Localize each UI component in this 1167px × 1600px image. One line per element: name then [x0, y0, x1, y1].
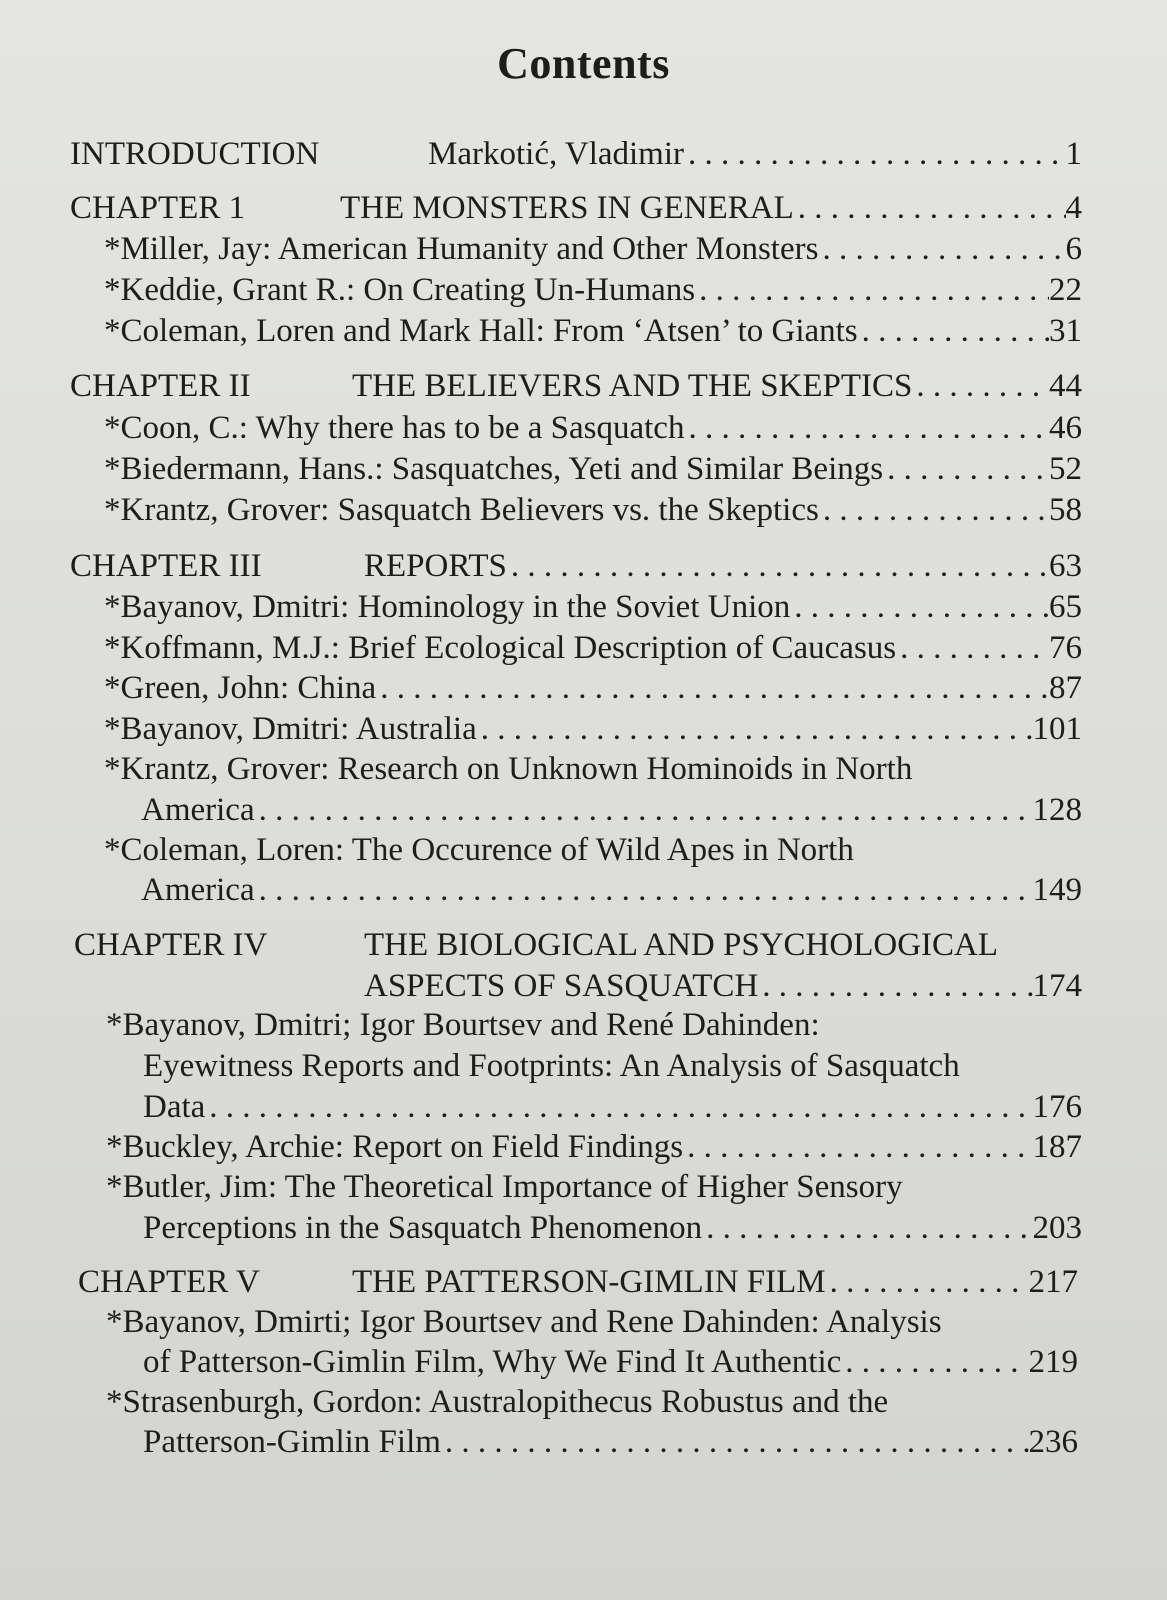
page-number: 63: [1049, 548, 1082, 584]
page-number: 219: [1028, 1344, 1078, 1380]
toc-entry[interactable]: [104, 628, 1082, 670]
entry-text: *Bayanov, Dmitri: Hominology in the Soviet Union: [104, 589, 791, 625]
entry-text: Eyewitness Reports and Footprints: An Analysis of Sasquatch: [143, 1048, 960, 1084]
dot-leader: [819, 490, 1049, 530]
entry-text: Data: [143, 1089, 206, 1125]
toc-entry-continuation[interactable]: [141, 790, 1082, 832]
chapter-title: ASPECTS OF SASQUATCH: [364, 968, 759, 1004]
chapter-title: REPORTS: [364, 548, 507, 584]
toc-entry-continuation[interactable]: [143, 1422, 1078, 1464]
toc-entry-line[interactable]: [106, 1167, 1082, 1209]
toc-chapter-5[interactable]: [78, 1262, 1078, 1304]
page-number: 174: [1032, 968, 1082, 1004]
toc-entry-line[interactable]: [143, 1046, 1082, 1088]
entry-text: *Coleman, Loren and Mark Hall: From ‘Atsen’ to Giants: [104, 313, 858, 349]
toc-entry-continuation[interactable]: [143, 1342, 1078, 1384]
dot-leader: [683, 1127, 1032, 1167]
entry-text: *Buckley, Archie: Report on Field Findings: [106, 1129, 684, 1165]
dot-leader: [896, 628, 1049, 668]
dot-leader: [883, 449, 1049, 489]
toc-entry[interactable]: [104, 449, 1082, 491]
page-number: 203: [1032, 1210, 1082, 1246]
dot-leader: [858, 311, 1049, 351]
page-number: 46: [1049, 410, 1082, 446]
toc-chapter-3[interactable]: [70, 546, 1082, 588]
entry-text: Patterson-Gimlin Film: [143, 1424, 441, 1460]
dot-leader: [912, 366, 1049, 406]
page-number: 187: [1032, 1129, 1082, 1165]
toc-chapter-1[interactable]: [70, 188, 1082, 230]
chapter-label: CHAPTER III: [70, 548, 262, 584]
introduction-author: Markotić, Vladimir: [428, 136, 685, 172]
page-number: 4: [1065, 190, 1082, 226]
dot-leader: [376, 668, 1049, 708]
toc-entry[interactable]: [104, 311, 1082, 353]
dot-leader: [826, 1262, 1029, 1302]
page-number: 176: [1032, 1089, 1082, 1125]
entry-text: *Green, John: China: [104, 670, 377, 706]
dot-leader: [507, 546, 1049, 586]
toc-chapter-2[interactable]: [70, 366, 1082, 408]
entry-text: *Miller, Jay: American Humanity and Other Monsters: [104, 231, 819, 267]
dot-leader: [702, 1208, 1032, 1248]
toc-entry-line[interactable]: [106, 1302, 1078, 1344]
dot-leader: [794, 188, 1066, 228]
introduction-label: INTRODUCTION: [70, 136, 320, 172]
dot-leader: [758, 966, 1032, 1006]
dot-leader: [255, 870, 1033, 910]
dot-leader: [790, 587, 1049, 627]
chapter-title: THE PATTERSON-GIMLIN FILM: [352, 1264, 826, 1300]
dot-leader: [695, 270, 1049, 310]
page-number: 217: [1028, 1264, 1078, 1300]
toc-introduction[interactable]: [70, 134, 1082, 176]
page-number: 236: [1028, 1424, 1078, 1460]
entry-text: *Biedermann, Hans.: Sasquatches, Yeti and Similar Beings: [104, 451, 884, 487]
toc-entry[interactable]: [104, 587, 1082, 629]
entry-text: *Bayanov, Dmirti; Igor Bourtsev and Rene Dahinden: Analysis: [106, 1304, 942, 1340]
chapter-title: THE BELIEVERS AND THE SKEPTICS: [352, 368, 913, 404]
chapter-label: CHAPTER II: [70, 368, 251, 404]
dot-leader: [205, 1087, 1032, 1127]
entry-text: *Koffmann, M.J.: Brief Ecological Description of Caucasus: [104, 630, 897, 666]
toc-entry-continuation[interactable]: [143, 1208, 1082, 1250]
entry-text: Perceptions in the Sasquatch Phenomenon: [143, 1210, 703, 1246]
page-number: 76: [1049, 630, 1082, 666]
chapter-title: THE MONSTERS IN GENERAL: [340, 190, 794, 226]
toc-entry-continuation[interactable]: [141, 870, 1082, 912]
entry-text: *Keddie, Grant R.: On Creating Un-Humans: [104, 272, 696, 308]
page-number: 101: [1032, 711, 1082, 747]
chapter-title: THE BIOLOGICAL AND PSYCHOLOGICAL: [364, 927, 999, 963]
toc-entry-continuation[interactable]: [143, 1087, 1082, 1129]
chapter-label: CHAPTER V: [78, 1264, 260, 1300]
entry-text: *Bayanov, Dmitri: Australia: [104, 711, 477, 747]
toc-entry[interactable]: [104, 668, 1082, 710]
dot-leader: [441, 1422, 1029, 1462]
chapter-label: CHAPTER IV: [74, 927, 268, 963]
entry-text: *Strasenburgh, Gordon: Australopithecus Robustus and the: [106, 1384, 889, 1420]
toc-entry-line[interactable]: [106, 1005, 1082, 1047]
entry-text: America: [141, 872, 255, 908]
dot-leader: [255, 790, 1033, 830]
toc-entry[interactable]: [106, 1127, 1082, 1169]
page-number: 128: [1032, 792, 1082, 828]
toc-chapter-4-continuation[interactable]: [364, 966, 1082, 1008]
toc-entry[interactable]: [104, 490, 1082, 532]
page-number: 31: [1049, 313, 1082, 349]
page-number: 65: [1049, 589, 1082, 625]
toc-entry[interactable]: [104, 270, 1082, 312]
entry-text: *Bayanov, Dmitri; Igor Bourtsev and René Dahinden:: [106, 1007, 820, 1043]
entry-text: *Krantz, Grover: Sasquatch Believers vs. the Skeptics: [104, 492, 819, 528]
page-number: 44: [1049, 368, 1082, 404]
entry-text: *Krantz, Grover: Research on Unknown Hominoids in North: [104, 751, 913, 787]
page-number: 1: [1065, 136, 1082, 172]
entry-text: *Coleman, Loren: The Occurence of Wild Apes in North: [104, 832, 854, 868]
toc-entry-line[interactable]: [106, 1382, 1078, 1424]
dot-leader: [818, 229, 1065, 269]
chapter-label: CHAPTER 1: [70, 190, 246, 226]
page-title: Contents: [497, 39, 670, 88]
page-number: 6: [1065, 231, 1082, 267]
toc-entry[interactable]: [104, 408, 1082, 450]
page-number: 22: [1049, 272, 1082, 308]
toc-entry[interactable]: [104, 709, 1082, 751]
entry-text: *Coon, C.: Why there has to be a Sasquatch: [104, 410, 685, 446]
toc-entry-line[interactable]: [104, 749, 1082, 791]
dot-leader: [841, 1342, 1028, 1382]
entry-text: America: [141, 792, 255, 828]
entry-text: *Butler, Jim: The Theoretical Importance of Higher Sensory: [106, 1169, 903, 1205]
dot-leader: [684, 134, 1065, 174]
dot-leader: [684, 408, 1049, 448]
dot-leader: [477, 709, 1033, 749]
toc-chapter-4[interactable]: [74, 925, 1082, 967]
page-number: 58: [1049, 492, 1082, 528]
toc-entry-line[interactable]: [104, 830, 1082, 872]
toc-entry[interactable]: [104, 229, 1082, 271]
entry-text: of Patterson-Gimlin Film, Why We Find It Authentic: [143, 1344, 842, 1380]
page-number: 52: [1049, 451, 1082, 487]
page-number: 149: [1032, 872, 1082, 908]
page-number: 87: [1049, 670, 1082, 706]
